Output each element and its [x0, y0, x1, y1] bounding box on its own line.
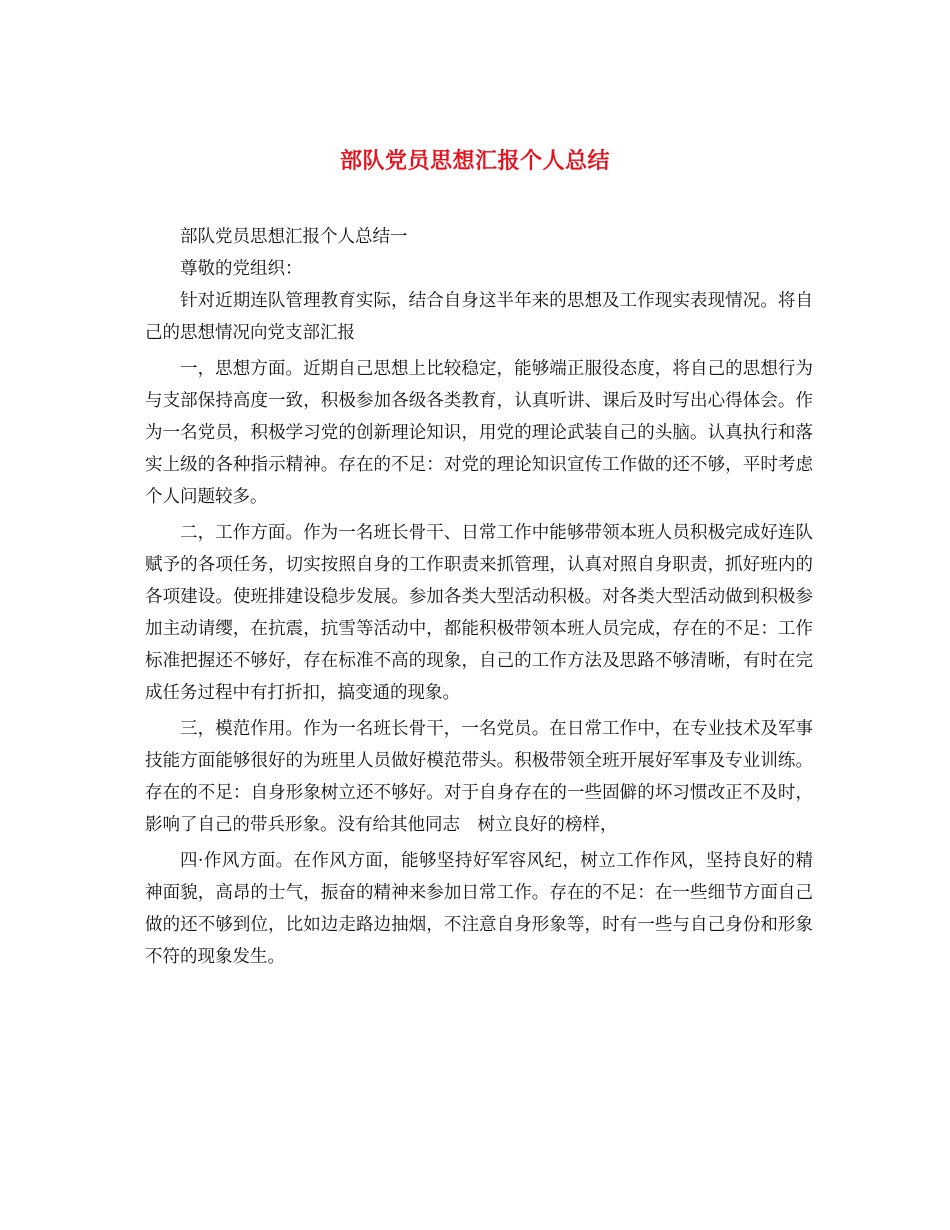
- document-body: [145, 221, 813, 973]
- paragraph-work: 二，工作方面。作为一名班长骨干、日常工作中能够带领本班人员积极完成好连队赋予的各项任务，切实按照自身的工作职责来抓管理，认真对照自身职责，抓好班内的各项建设。使班排建设稳步发展。参加各类大型活动积极。对各类大型活动做到积极参加主动请缨，在抗震，抗雪等活动中，都能积极带领本班人员完成，存在的不足：工作标准把握还不够好，存在标准不高的现象，自己的工作方法及思路不够清晰，有时在完成任务过程中有打折扣，搞变通的现象。: [145, 523, 813, 703]
- paragraph-thought: 一，思想方面。近期自己思想上比较稳定，能够端正服役态度，将自己的思想行为与支部保持高度一致，积极参加各级各类教育，认真听讲、课后及时写出心得体会。作为一名党员，积极学习党的创新理论知识，用党的理论武装自己的头脑。认真执行和落实上级的各种指示精神。存在的不足：对党的理论知识宣传工作做的还不够，平时考虑个人问题较多。: [145, 359, 813, 507]
- paragraph-subtitle: 部队党员思想汇报个人总结一: [180, 227, 408, 247]
- paragraph-style: 四·作风方面。在作风方面，能够坚持好军容风纪，树立工作作风，坚持良好的精神面貌，高昂的士气，振奋的精神来参加日常工作。存在的不足：在一些细节方面自己做的还不够到位，比如边走路边抽烟，不注意自身形象等，时有一些与自己身份和形象不符的现象发生。: [145, 851, 813, 967]
- paragraph-salutation: 尊敬的党组织：: [180, 259, 303, 279]
- document-title: 部队党员思想汇报个人总结: [339, 148, 610, 174]
- paragraph-model-role: 三，模范作用。作为一名班长骨干，一名党员。在日常工作中，在专业技术及军事技能方面能够很好的为班里人员做好模范带头。积极带领全班开展好军事及专业训练。存在的不足：自身形象树立还不够好。对于自身存在的一些固僻的坏习惯改正不及时，影响了自己的带兵形象。没有给其他同志 树立良好的榜样，: [145, 719, 813, 835]
- paragraph-intro: 针对近期连队管理教育实际，结合自身这半年来的思想及工作现实表现情况。将自己的思想情况向党支部汇报: [145, 291, 813, 343]
